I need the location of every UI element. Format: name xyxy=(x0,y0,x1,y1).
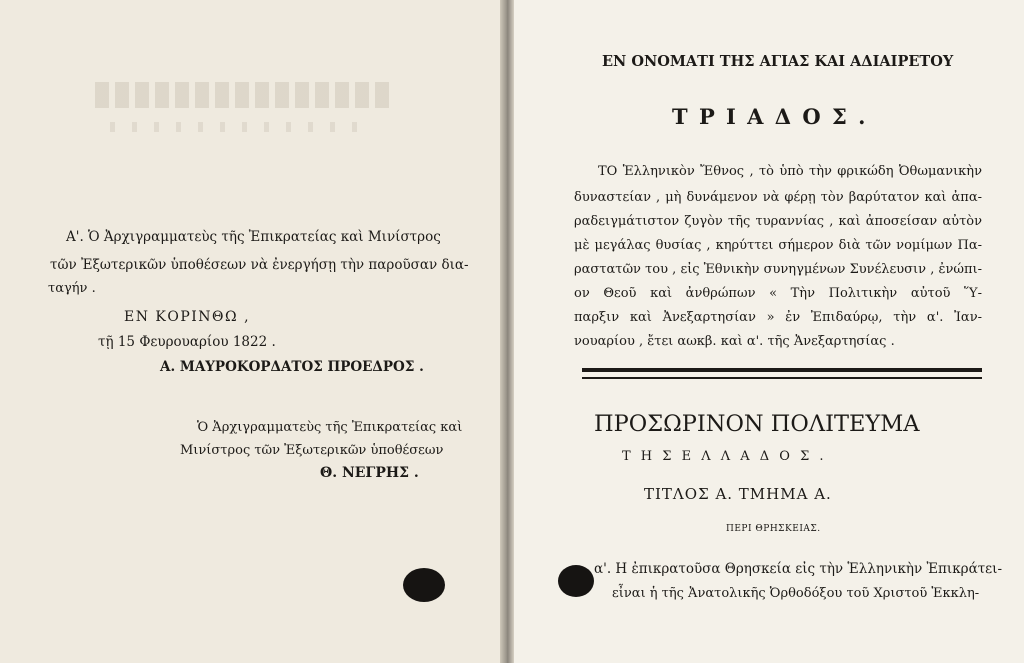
preamble-line-4: μὲ μεγάλας θυσίας , κηρύττει σήμερον διὰ τῶν νομίμων Πα- xyxy=(574,238,982,253)
ink-stain-right xyxy=(558,565,594,597)
directive-line-1: Α'. Ὁ Ἀρχιγραμματεὺς τῆς Ἐπικρατείας καὶ Μινίστρος xyxy=(66,229,441,245)
ink-stain-left xyxy=(403,568,445,602)
divider-thin xyxy=(582,377,982,379)
section-heading: ΤΙΤΛΟΣ Α. ΤΜΗΜΑ Α. xyxy=(644,485,832,503)
preamble-line-6: ον Θεοῦ καὶ ἀνθρώπων « Τὴν Πολιτικὴν αὐτοῦ Ὕ- xyxy=(574,286,982,301)
countersign-line-1: Ὁ Ἀρχιγραμματεὺς τῆς Ἐπικρατείας καὶ xyxy=(197,420,463,435)
countersign-line-2: Μινίστρος τῶν Ἐξωτερικῶν ὑποθέσεων xyxy=(180,443,444,458)
left-page xyxy=(0,0,500,663)
bleed-through-heading xyxy=(95,82,395,108)
preamble-line-3: ραδειγμάτιστον ζυγὸν τῆς τυραννίας , καὶ ἀποσείσαν αὐτὸν xyxy=(574,214,982,229)
place-of-issue: ΕΝ ΚΟΡΙΝΘΩ , xyxy=(124,309,251,325)
book-gutter xyxy=(500,0,514,663)
article-line-1: α'. Η ἐπικρατοῦσα Θρησκεία εἰς τὴν Ἑλληνικὴν Ἐπικράτει- xyxy=(594,561,1003,577)
preamble-line-8: νουαρίου , ἔτει αωκβ. καὶ α'. τῆς Ἀνεξαρτησίας . xyxy=(574,334,895,349)
bleed-through-line xyxy=(110,122,360,132)
date-of-issue: τῇ 15 Φευρουαρίου 1822 . xyxy=(98,334,276,350)
president-signature: Α. ΜΑΥΡΟΚΟΡΔΑΤΟΣ ΠΡΟΕΔΡΟΣ . xyxy=(160,359,424,375)
preamble-line-5: ραστατῶν του , εἰς Ἐθνικὴν συνηγμένων Συνέλευσιν , ἐνώπι- xyxy=(574,262,982,277)
divider-thick xyxy=(582,368,982,372)
invocation-heading: ΕΝ ΟΝΟΜΑΤΙ ΤΗΣ ΑΓΙΑΣ ΚΑΙ ΑΔΙΑΙΡΕΤΟΥ xyxy=(602,53,954,70)
preamble-line-2: δυναστείαν , μὴ δυνάμενον νὰ φέρῃ τὸν βαρύτατον καὶ ἀπα- xyxy=(574,190,982,205)
article-line-2: εἶναι ἡ τῆς Ἀνατολικῆς Ὀρθοδόξου τοῦ Χριστοῦ Ἐκκλη- xyxy=(612,586,980,601)
directive-line-3: ταγήν . xyxy=(48,281,96,296)
religion-heading: ΠΕΡΙ ΘΡΗΣΚΕΙΑΣ. xyxy=(726,524,821,534)
right-page xyxy=(514,0,1024,663)
constitution-title: ΠΡΟΣΩΡΙΝΟΝ ΠΟΛΙΤΕΥΜΑ xyxy=(594,411,920,437)
signatory-name: Θ. ΝΕΓΡΗΣ . xyxy=(320,465,419,481)
directive-line-2: τῶν Ἐξωτερικῶν ὑποθέσεων νὰ ἐνεργήσῃ τὴν παροῦσαν δια- xyxy=(50,257,469,273)
preamble-line-7: παρξιν καὶ Ἀνεξαρτησίαν » ἐν Ἐπιδαύρῳ, τὴν α'. Ἰαν- xyxy=(574,310,982,325)
preamble-line-1: ΤΟ Ἑλληνικὸν Ἔθνος , τὸ ὑπὸ τὴν φρικώδη Ὀθωμανικὴν xyxy=(598,164,982,179)
trinity-heading: Τ Ρ Ι Α Δ Ο Σ . xyxy=(672,104,868,129)
of-greece-subtitle: Τ Η Σ Ε Λ Λ Α Δ Ο Σ . xyxy=(622,449,827,464)
